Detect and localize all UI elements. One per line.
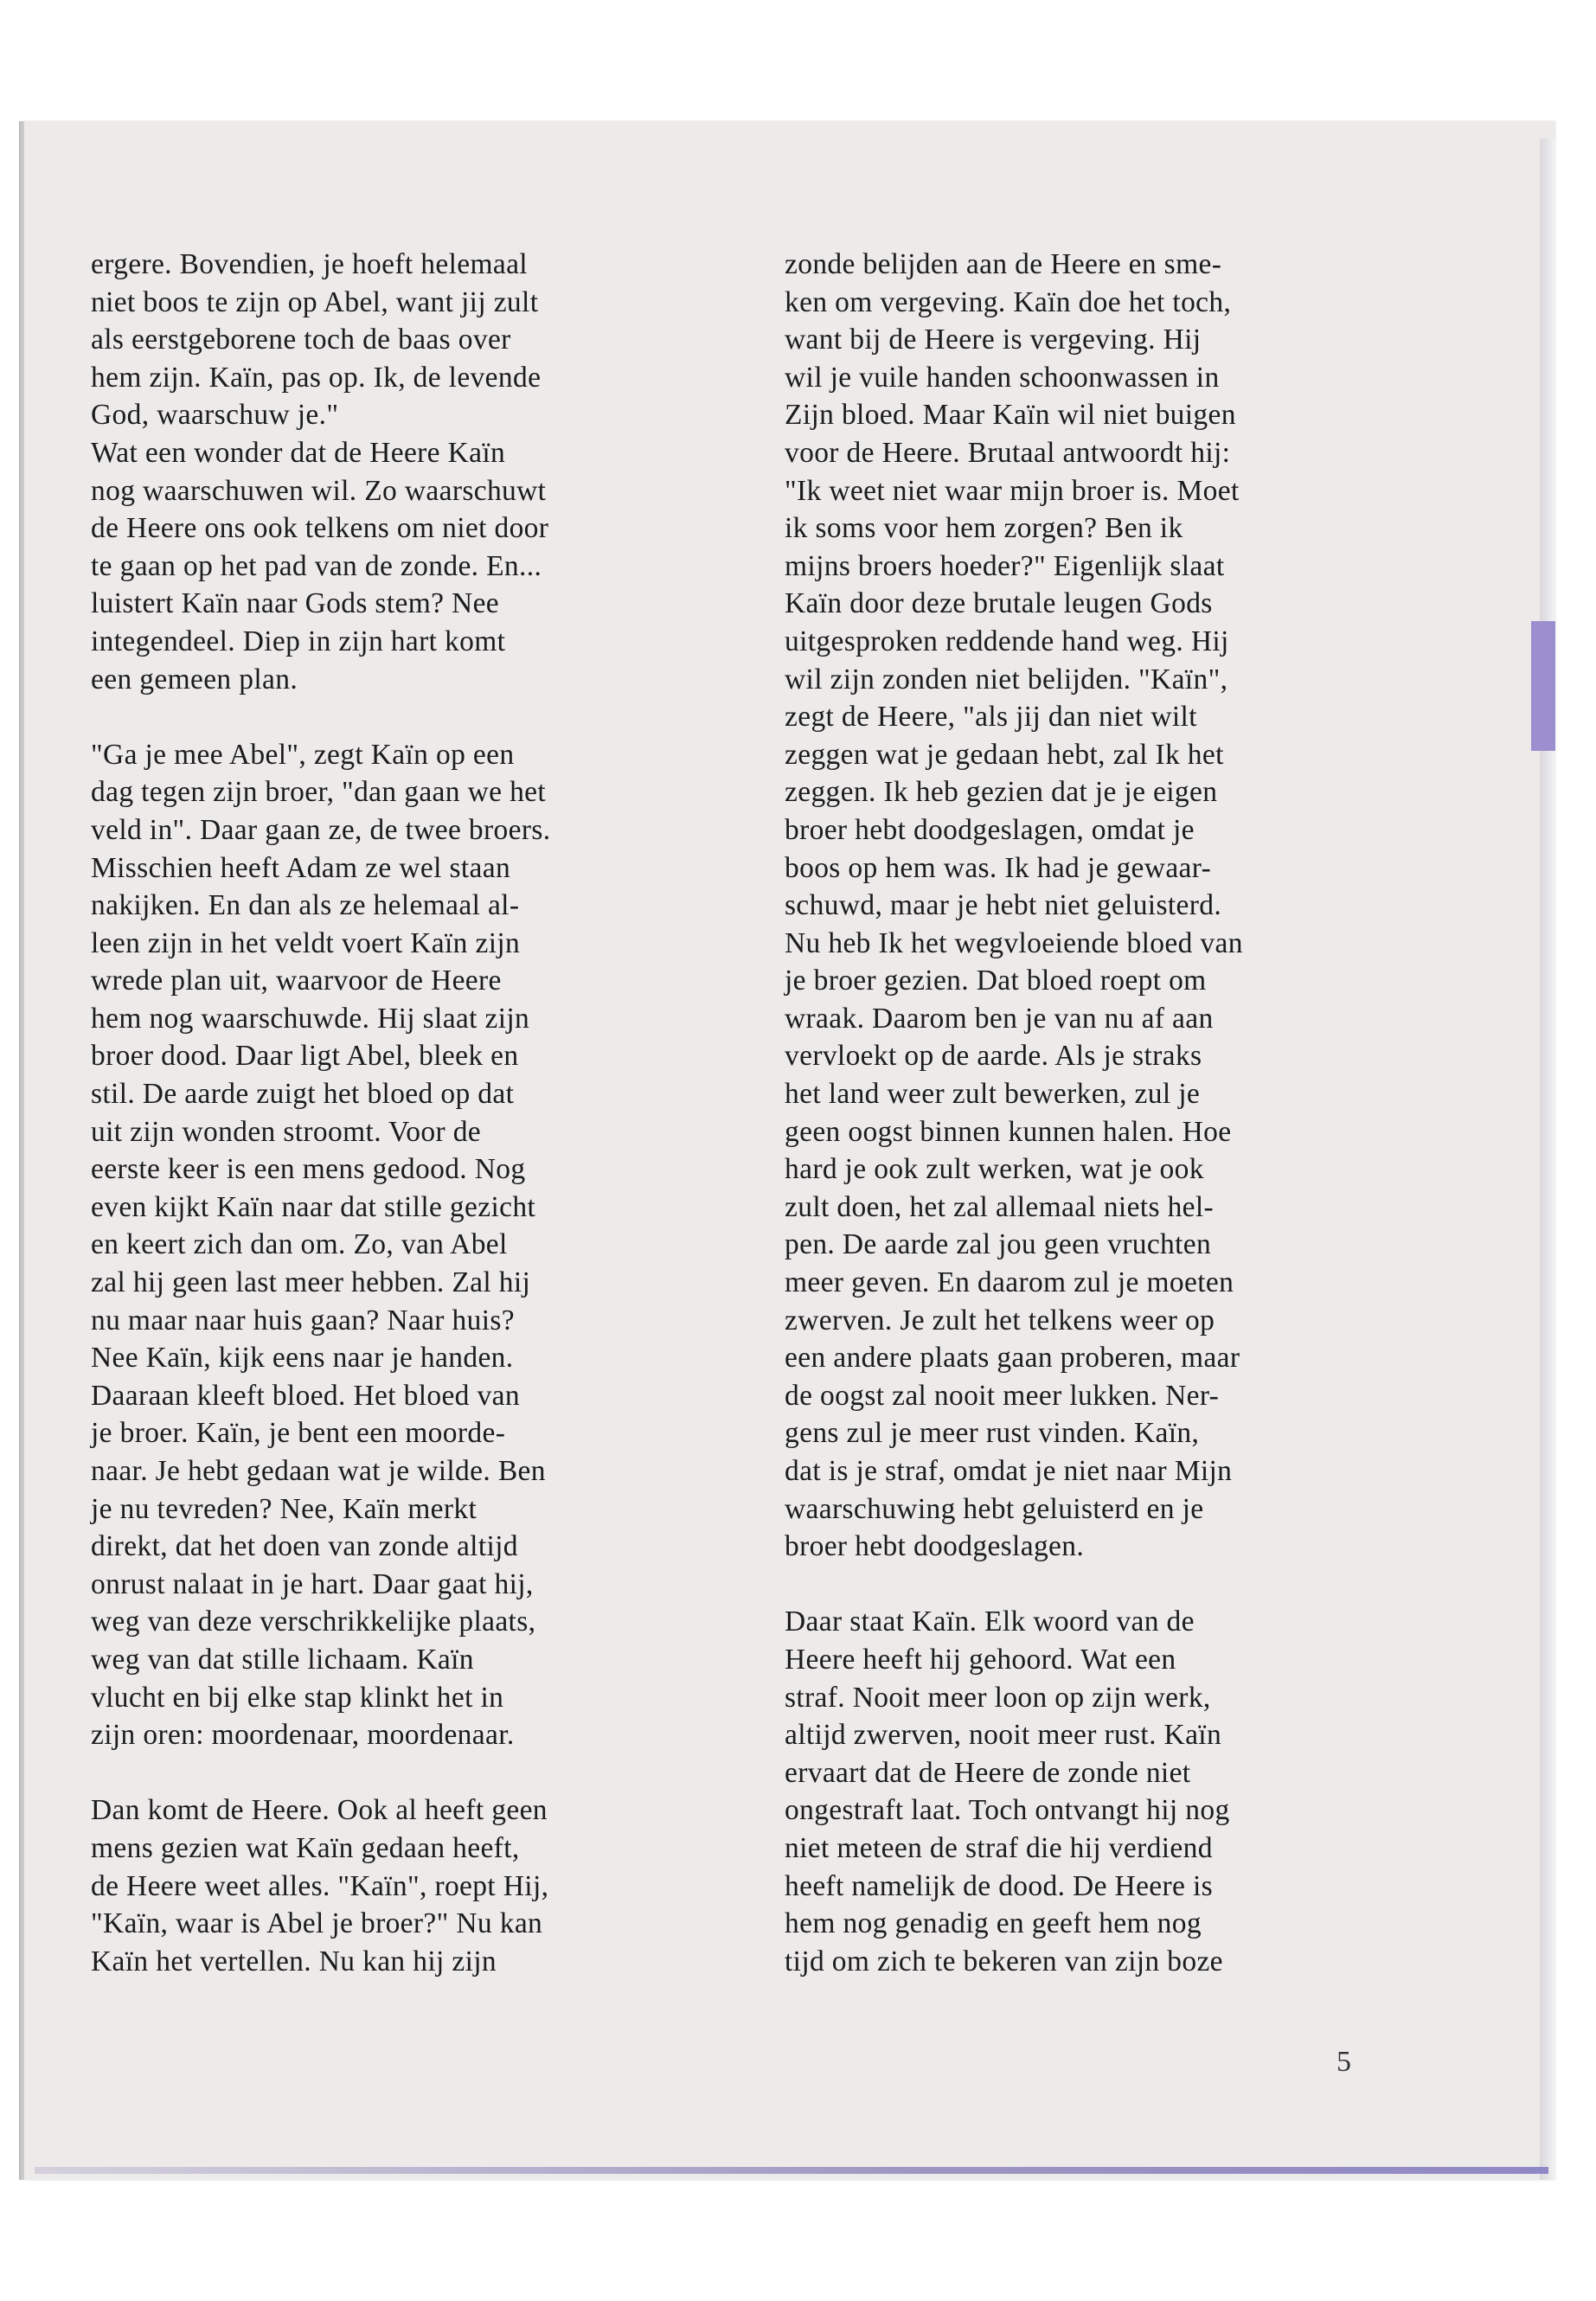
- page-number: 5: [1336, 2046, 1351, 2078]
- purple-bottom-strip: [35, 2167, 1548, 2174]
- paragraph-gap: [91, 698, 670, 736]
- paragraph-gap: [91, 1754, 670, 1792]
- page-edge-right: [1540, 138, 1555, 2180]
- paragraph: Dan komt de Heere. Ook al heeft geen mens gezien wat Kaïn gedaan heeft, de Heere weet alles. "Kaïn", roept Hij, "Kaïn, waar is Abel je broer?" Nu kan Kaïn het vertellen. Nu kan hij zijn: [91, 1794, 549, 1977]
- paragraph: "Ga je mee Abel", zegt Kaïn op een dag tegen zijn broer, "dan gaan we het veld in". Daar gaan ze, de twee broers. Misschien heeft Adam ze wel staan nakijken. En dan als ze helemaal al- leen zijn in het veldt voert Kaïn zijn wrede plan uit, waarvoor de Heere hem nog waarschuwde. Hij slaat zijn broer dood. Daar ligt Abel, bleek en stil. De aarde zuigt het bloed op dat uit zijn wonden stroomt. Voor de eerste keer is een mens gedood. Nog even kijkt Kaïn naar dat stille gezicht en keert zich dan om. Zo, van Abel zal hij geen last meer hebben. Zal hij nu maar naar huis gaan? Naar huis? Nee Kaïn, kijk eens naar je handen. Daaraan kleeft bloed. Het bloed van je broer. Kaïn, je bent een moorde- naar. Je hebt gedaan wat je wilde. Ben je nu tevreden? Nee, Kaïn merkt direkt, dat het doen van zonde altijd onrust nalaat in je hart. Daar gaat hij, weg van deze verschrikkelijke plaats, weg van dat stille lichaam. Kaïn vlucht en bij elke stap klinkt het in zijn oren: moordenaar, moordenaar.: [91, 738, 551, 1752]
- right-text-column: [785, 246, 1364, 1980]
- paragraph: Daar staat Kaïn. Elk woord van de Heere heeft hij gehoord. Wat een straf. Nooit meer loon op zijn werk, altijd zwerven, nooit meer rust. Kaïn ervaart dat de Heere de zonde niet ongestraft laat. Toch ontvangt hij nog niet meteen de straf die hij verdiend heeft namelijk de dood. De Heere is hem nog genadig en geeft hem nog tijd om zich te bekeren van zijn boze: [785, 1606, 1230, 1977]
- purple-page-tab: [1531, 621, 1555, 751]
- left-text-column: [91, 246, 670, 1980]
- paragraph-gap: [785, 1566, 1364, 1604]
- paragraph: ergere. Bovendien, je hoeft helemaal niet boos te zijn op Abel, want jij zult als eerstgeborene toch de baas over hem zijn. Kaïn, pas op. Ik, de levende God, waarschuw je." Wat een wonder dat de Heere Kaïn nog waarschuwen wil. Zo waarschuwt de Heere ons ook telkens om niet door te gaan op het pad van de zonde. En... luistert Kaïn naar Gods stem? Nee integendeel. Diep in zijn hart komt een gemeen plan.: [91, 248, 549, 695]
- paragraph: zonde belijden aan de Heere en sme- ken om vergeving. Kaïn doe het toch, want bij de Heere is vergeving. Hij wil je vuile handen schoonwassen in Zijn bloed. Maar Kaïn wil niet buigen voor de Heere. Brutaal antwoordt hij: "Ik weet niet waar mijn broer is. Moet ik soms voor hem zorgen? Ben ik mijns broers hoeder?" Eigenlijk slaat Kaïn door deze brutale leugen Gods uitgesproken reddende hand weg. Hij wil zijn zonden niet belijden. "Kaïn", zegt de Heere, "als jij dan niet wilt zeggen wat je gedaan hebt, zal Ik het zeggen. Ik heb gezien dat je je eigen broer hebt doodgeslagen, omdat je boos op hem was. Ik had je gewaar- schuwd, maar je hebt niet geluisterd. Nu heb Ik het wegvloeiende bloed van je broer gezien. Dat bloed roept om wraak. Daarom ben je van nu af aan vervloekt op de aarde. Als je straks het land weer zult bewerken, zul je geen oogst binnen kunnen halen. Hoe hard je ook zult werken, wat je ook zult doen, het zal allemaal niets hel- pen. De aarde zal jou geen vruchten meer geven. En daarom zul je moeten zwerven. Je zult het telkens weer op een andere plaats gaan proberen, maar de oogst zal nooit meer lukken. Ner- gens zul je meer rust vinden. Kaïn, dat is je straf, omdat je niet naar Mijn waarschuwing hebt geluisterd en je broer hebt doodgeslagen.: [785, 248, 1243, 1563]
